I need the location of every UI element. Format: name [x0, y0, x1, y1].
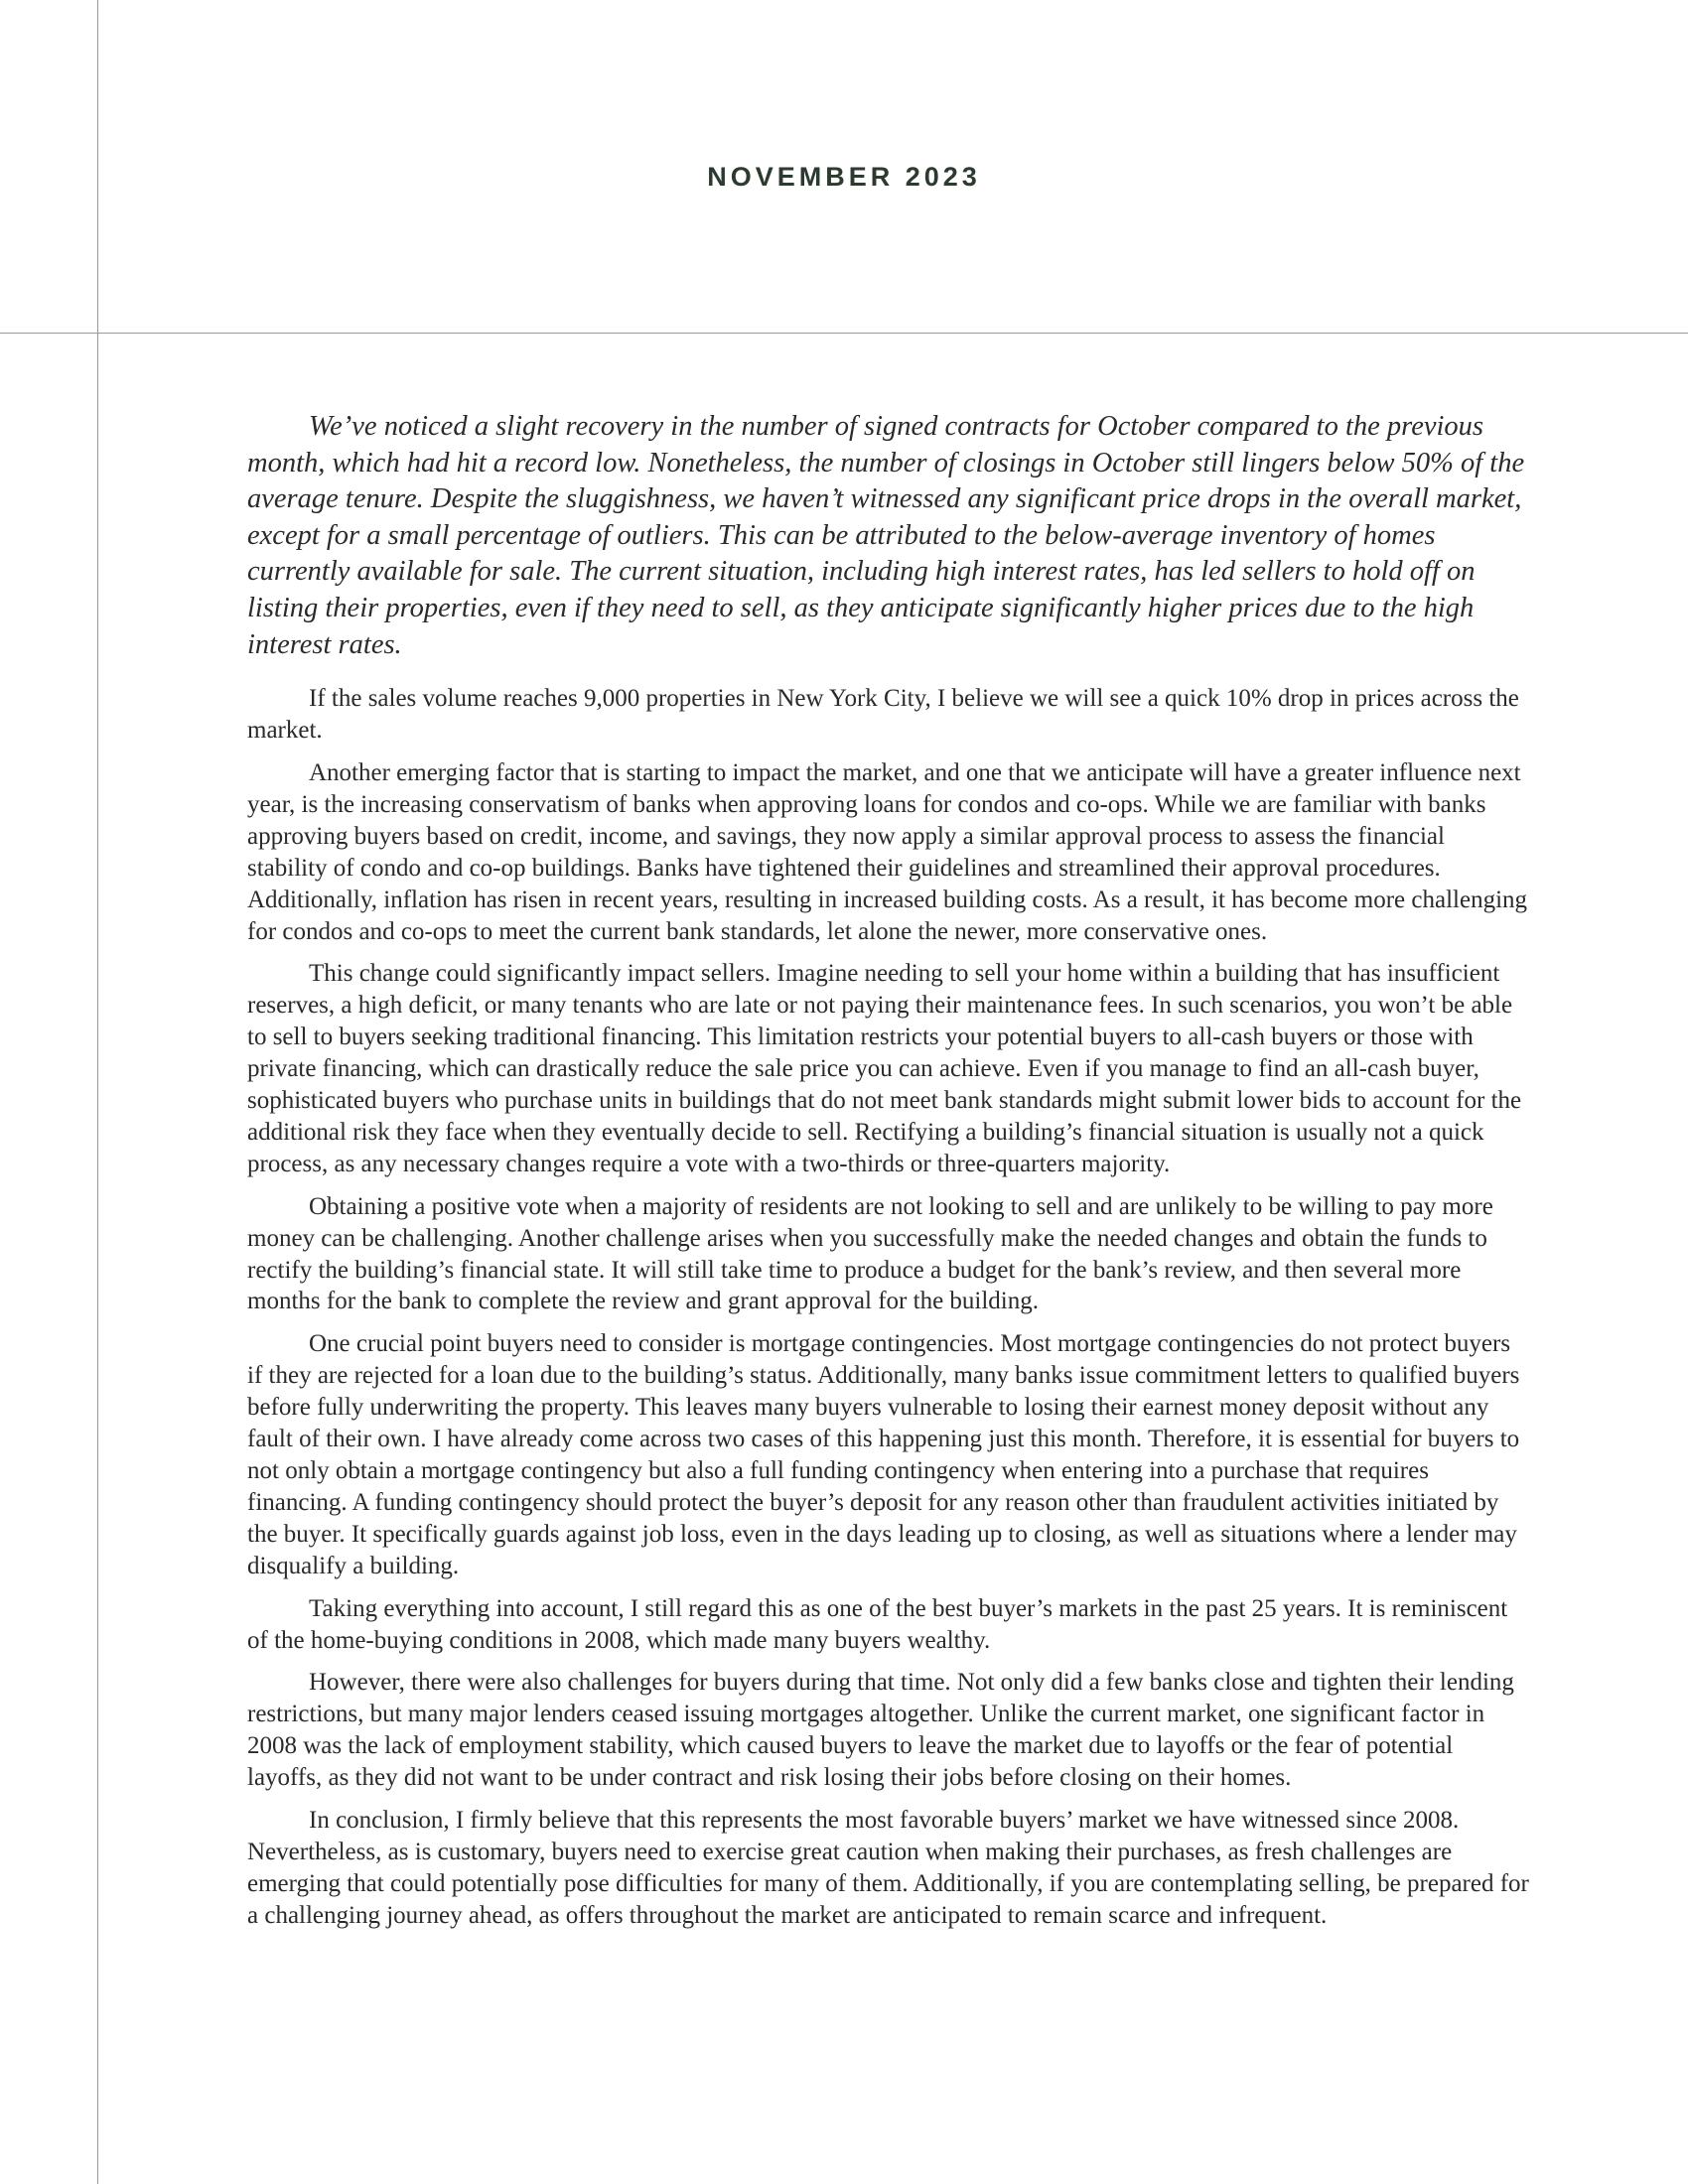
paragraph-positive-vote: Obtaining a positive vote when a majority of residents are not looking to sell and are unlikely to be willing to pay more money can be challenging. Another challenge arises when you successfully make the needed changes and obtain the funds to rectify the building’s financial state. It will still take time to produce a budget for the bank’s review, and then several more months for the bank to complete the review and grant approval for the building. [247, 1192, 1493, 1315]
lead-paragraph: We’ve noticed a slight recovery in the number of signed contracts for October compared to the previous month, which had hit a record low. Nonetheless, the number of closings in October still lingers below 50% of the average tenure. Despite the sluggishness, we haven’t witnessed any significant price drops in the overall market, except for a small percentage of outliers. This can be attributed to the below-average inventory of homes currently available for sale. The current situation, including high interest rates, has led sellers to hold off on listing their properties, even if they need to sell, as they anticipate significantly higher prices due to the high interest rates. [247, 411, 1525, 660]
paragraph-conclusion: In conclusion, I firmly believe that this represents the most favorable buyers’ market we have witnessed since 2008. Nevertheless, as is customary, buyers need to exercise great caution when making their purchases, as fresh challenges are emerging that could potentially pose difficulties for many of them. Additionally, if you are contemplating selling, be prepared for a challenging journey ahead, as offers throughout the market are anticipated to remain scarce and infrequent. [247, 1807, 1529, 1929]
left-margin-rule [97, 0, 98, 2184]
paragraph-2008-challenges: However, there were also challenges for buyers during that time. Not only did a few banks close and tighten their lending restrictions, but many major lenders ceased issuing mortgages altogether. Unlike the current market, one significant factor in 2008 was the lack of employment stability, which caused buyers to leave the market due to layoffs or the fear of potential layoffs, as they did not want to be under contract and risk losing their jobs before closing on their homes. [247, 1669, 1514, 1792]
header-divider-rule [0, 333, 1688, 334]
paragraph-seller-impact: This change could significantly impact sellers. Imagine needing to sell your home within a building that has insufficient reserves, a high deficit, or many tenants who are late or not paying their maintenance fees. In such scenarios, you won’t be able to sell to buyers seeking traditional financing. This limitation restricts your potential buyers to all-cash buyers or those with private financing, which can drastically reduce the sale price you can achieve. Even if you manage to find an all-cash buyer, sophisticated buyers who purchase units in buildings that do not meet bank standards might submit lower bids to account for the additional risk they face when they eventually decide to sell. Rectifying a building’s financial situation is usually not a quick process, as any necessary changes require a vote with a two-thirds or three-quarters majority. [247, 960, 1522, 1177]
paragraph-sales-volume: If the sales volume reaches 9,000 properties in New York City, I believe we will see a quick 10% drop in prices across the market. [247, 685, 1519, 745]
paragraph-buyers-market: Taking everything into account, I still regard this as one of the best buyer’s markets in the past 25 years. It is reminiscent of the home-buying conditions in 2008, which made many buyers wealthy. [247, 1594, 1508, 1654]
issue-date-heading: NOVEMBER 2023 [707, 162, 981, 192]
paragraph-mortgage-contingencies: One crucial point buyers need to consider is mortgage contingencies. Most mortgage contingencies do not protect buyers if they are rejected for a loan due to the building’s status. Additionally, many banks issue commitment letters to qualified buyers before fully underwriting the property. This leaves many buyers vulnerable to losing their earnest money deposit without any fault of their own. I have already come across two cases of this happening just this month. Therefore, it is essential for buyers to not only obtain a mortgage contingency but also a full funding contingency when entering into a purchase that requires financing. A funding contingency should protect the buyer’s deposit for any reason other than fraudulent activities initiated by the buyer. It specifically guards against job loss, even in the days leading up to closing, as well as situations where a lender may disqualify a building. [247, 1330, 1520, 1579]
article-body [247, 409, 1530, 1943]
paragraph-bank-conservatism: Another emerging factor that is starting to impact the market, and one that we anticipate will have a greater influence next year, is the increasing conservatism of banks when approving loans for condos and co-ops. While we are familiar with banks approving buyers based on credit, income, and savings, they now apply a similar approval process to assess the financial stability of condo and co-op buildings. Banks have tightened their guidelines and streamlined their approval procedures. Additionally, inflation has risen in recent years, resulting in increased building costs. As a result, it has become more challenging for condos and co-ops to meet the current bank standards, let alone the newer, more conservative ones. [247, 758, 1528, 945]
